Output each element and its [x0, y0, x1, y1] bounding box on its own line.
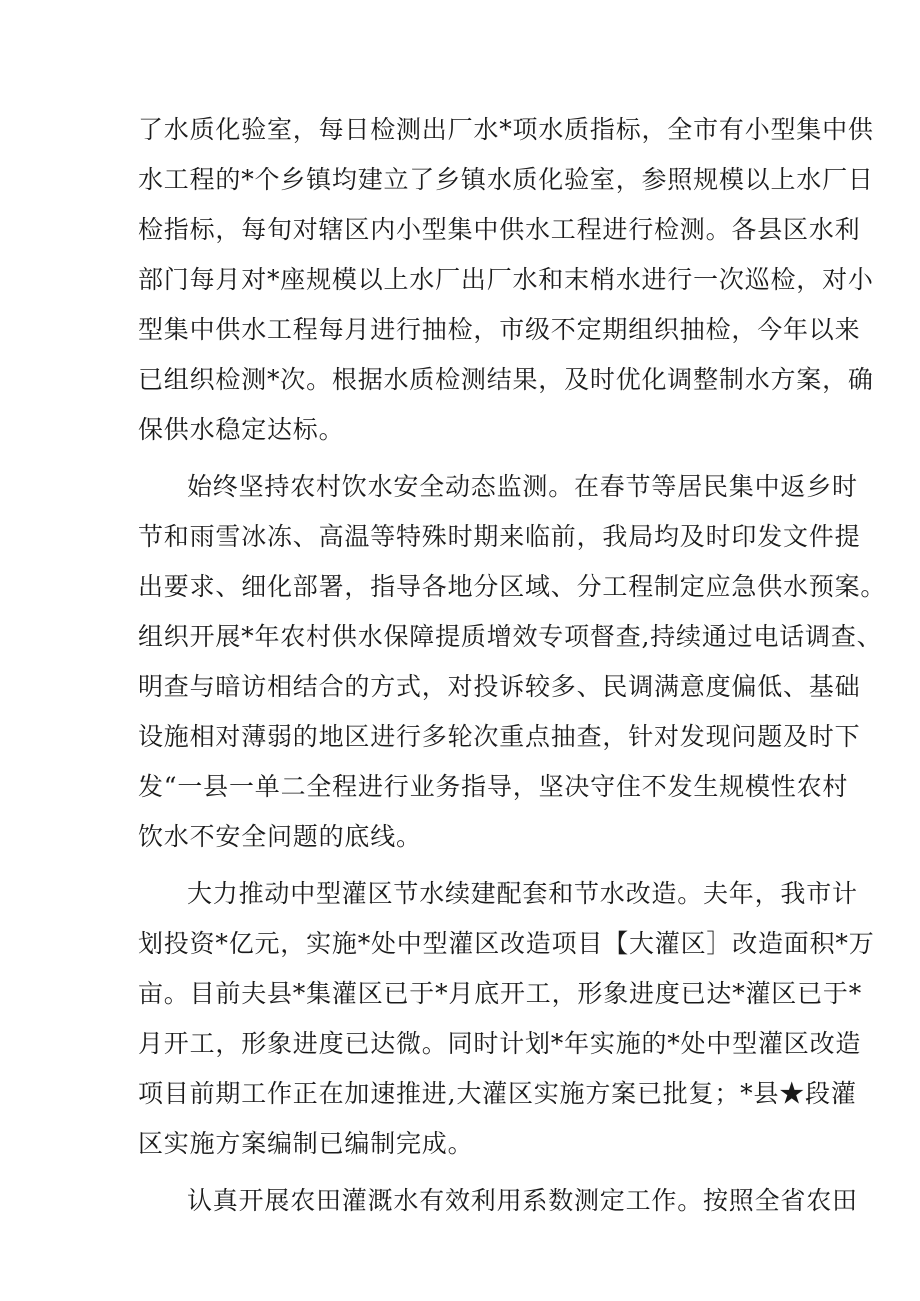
- paragraph-1-line-6: 已组织检测*次。根据水质检测结果，及时优化调整制水方案，确: [138, 365, 874, 394]
- paragraph-3-line-4: 月开工，形象进度已达微。同时计划*年实施的*处中型灌区改造: [138, 1029, 862, 1058]
- paragraph-2-line-8: 饮水不安全问题的底线。: [138, 822, 422, 851]
- paragraph-3-line-1: 大力推动中型灌区节水续建配套和节水改造。夫年，我市计: [187, 879, 858, 908]
- paragraph-1-line-5: 型集中供水工程每月进行抽检，市级不定期组织抽检，今年以来: [138, 315, 861, 344]
- paragraph-2-line-2: 节和雨雪冰冻、高温等特殊时期来临前，我局均及时印发文件提: [138, 522, 861, 551]
- paragraph-2-line-4: 组织开展*年农村供水保障提质增效专项督查,持续通过电话调查、: [138, 622, 883, 651]
- paragraph-3-line-3: 亩。目前夫县*集灌区已于*月底开工，形象进度已达*灌区已于*: [138, 979, 863, 1008]
- paragraph-2-line-1: 始终坚持农村饮水安全动态监测。在春节等居民集中返乡时: [187, 472, 858, 501]
- paragraph-3-line-5: 项目前期工作正在加速推进,大灌区实施方案已批复；*县★段灌: [138, 1079, 857, 1108]
- paragraph-1-line-4: 部门每月对*座规模以上水厂出厂水和末梢水进行一次巡检，对小: [138, 265, 874, 294]
- paragraph-2-line-6: 设施相对薄弱的地区进行多轮次重点抽查，针对发现问题及时下: [138, 722, 861, 751]
- paragraph-1-line-7: 保供水稳定达标。: [138, 415, 345, 444]
- paragraph-1-line-1: 了水质化验室，每日检测出厂水*项水质指标，全市有小型集中供: [138, 115, 874, 144]
- paragraph-1-line-3: 检指标，每旬对辖区内小型集中供水工程进行检测。各县区水利: [138, 215, 861, 244]
- paragraph-3-line-2: 划投资*亿元，实施*处中型灌区改造项目【大灌区］改造面积*万: [138, 929, 875, 958]
- paragraph-2-line-7: 发“一县一单二全程进行业务指导，坚决守住不发生规模性农村: [138, 772, 849, 801]
- paragraph-2-line-5: 明查与暗访相结合的方式，对投诉较多、民调满意度偏低、基础: [138, 672, 861, 701]
- paragraph-4-line-1: 认真开展农田灌溉水有效利用系数测定工作。按照全省农田: [187, 1186, 858, 1215]
- paragraph-3-line-6: 区实施方案编制已编制完成。: [138, 1129, 474, 1158]
- paragraph-2-line-3: 出要求、细化部署，指导各地分区域、分工程制定应急供水预案。: [138, 572, 887, 601]
- paragraph-1-line-2: 水工程的*个乡镇均建立了乡镇水质化验室，参照规模以上水厂日: [138, 165, 874, 194]
